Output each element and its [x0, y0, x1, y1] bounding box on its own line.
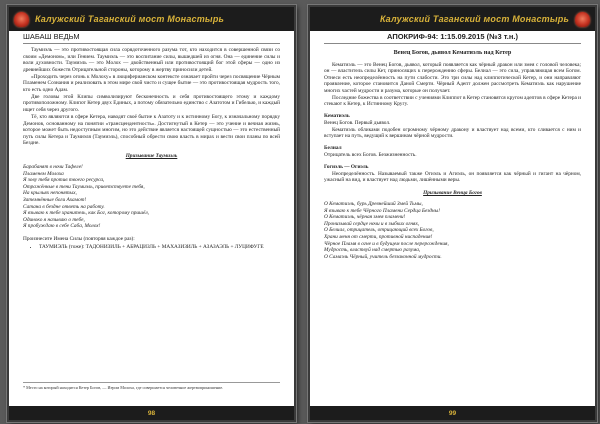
verse-line: Я взываю к тебе Чёрного Пламени Сердца Бездны!: [324, 207, 440, 214]
verse-line: Я пробуждаю в себе Саба, Молох!: [23, 223, 101, 230]
left-page: [7, 5, 296, 422]
entry-line: Венец Богов. Первый дьявол.: [324, 119, 391, 126]
left-subheader: ШАБАШ ВЕДЬМ: [23, 31, 280, 44]
verse-line: Чёрное Пламя в огне и в будущем после перерождения,: [324, 240, 449, 247]
verse-line: Отражённые в тени Таумиэль, приветствуете тебя,: [23, 183, 145, 190]
right-header-band: [310, 7, 595, 31]
paragraph: Последние божества в соответствии с учениями Клиппот в Кетер становятся кругом адептов в сфере Кетера и стекают к Кетер, к Истинному Кругу.: [324, 94, 581, 108]
entry-heading: Гогиэль — Огиэль: [324, 163, 369, 170]
verse-line: Я взываю к тебе хранитель, как Бог, которому пришёл,: [23, 210, 150, 217]
section-title: Венец Богов, дьявол Кематиэль над Кетер: [393, 49, 512, 56]
names-intro: Произнесите Имена Силы (повторяя каждое раз):: [23, 235, 135, 242]
page-number: 99: [448, 409, 457, 417]
verse-line: О Кематиэль, чёрная змея пламени!: [324, 214, 406, 221]
verse-line: Я зову тебя против твоего ресурса,: [23, 177, 105, 184]
flame-logo-icon: [14, 12, 29, 27]
verse-line: О Кематиэль, бурь Древнейший Змей Тьмы,: [324, 201, 423, 208]
paragraph: Две головы этой Клипы символизируют бесконечность и себя противостоящего этому и каждому противоположному. Клипот Кетер двух Единых, а потому обязательно единство с Азатотом и Гибелью, и каждый ищет себя через другого.: [23, 93, 280, 113]
verse-line: Затемнённые боги Ахамот!: [23, 196, 87, 203]
paragraph: Кематиэль — это Венец Богов, дьявол, который появляется как чёрный дракон или змея с головой человека; он — властитель силы Кет, приносящих к перерождению сферы. Белиал — это сила, управляющая всем Богом. Отнеси есть неопределённость на пути слабости. Это три силы над клиппотической Кетер, и они направляют проявление, которое становится Даной Смерти. Чёрный Адепт должен рассмотреть Кематиэль как нарушение многих частей мудрости и разума, которые он получает.: [324, 61, 581, 94]
prayer-title: Призывание Таумиэль: [125, 152, 178, 159]
list-item: • ТАУМИЭЛЬ (тоже): ТАДОНИЗИЛЬ + АБРАЦИЗЛЬ + МАХАЗИЗИЛЬ + АЗАЗАЭЛЬ + ЛУЦИФУГЕ: [39, 244, 280, 251]
left-footer-band: [9, 406, 294, 420]
right-header-title: Калужский Таганский мост Монастырь: [379, 14, 569, 24]
paragraph: Тё, кто являются в сфере Кетера, наводят своё бытие к Азатоту и к истинному Богу, к изначальному порядку Демонов, основанному на понятии «трансцендентность». Достигнутый в Кетер — это учение и вечная жизнь, которое может быть недоступным многим, но это действие является настоящей сущностью — это естественный путь силы Кетера и Таумиэля (Таумиэль), способный обрести свою власть в мирах и вести свои планы по всей Бездне.: [23, 113, 280, 147]
verse-line: На крыльях непонятых,: [23, 190, 77, 197]
verse-line: Храни меня от смерти, противной ниспадения!: [324, 234, 433, 241]
paragraph: Таумиэль — это противостоящая сила сорядоточенного разума тот, кто находится в совершенной связи со своим «Демоном», или Гением. Таумиэль — это воспитание силы, вышедшей из огня. Она — единение силы и воли духовности. Таумиэль — это Молох — двойственный или противостоящий бог этой сферы — одно из древнейших божеств Отрицательной стороны, которому в жертву приносили детей.: [23, 47, 280, 73]
verse-line: О Самаэль Чёрный, учитель беззаконной мудрости.: [324, 253, 442, 260]
right-footer-band: [310, 406, 595, 420]
verse-line: Пронизывай сердце ночи и в зыбких огнях,: [324, 220, 420, 227]
right-page: [308, 5, 597, 422]
left-header-title: Калужский Таганский мост Монастырь: [35, 14, 225, 24]
left-body: [23, 47, 280, 392]
verse-line: Барабанят в ночи Тафеле!: [23, 164, 83, 171]
verse-line: Мудрость, властвуй над смертью разума,: [324, 247, 421, 254]
footnote: * Место на который находится Кетер Богов, — Иером Молоха, где совершается человечное жертвоприношение.: [23, 382, 280, 390]
paragraph: «Проходить через огонь к Молоху» в люциферианском контексте означает пройти через посвящение Чёрным Пламенем Сознания и реализовать в этом мире свой чисто и сущее бытие — это противостоящая мудрость того, кто есть одно Адам.: [23, 73, 280, 93]
names-list: [23, 244, 280, 251]
entry-line: Кематиэль обликами подобен огромному чёрному дракону и властвует над всеми, кто сливается с ним и вступает на путь, ведущий к вершинам чёрной мудрости.: [324, 126, 581, 140]
verse-line: Сатана в бездне ответь на работу.: [23, 203, 105, 210]
prayer-title: Призывание Венца Богов: [423, 189, 482, 196]
page-number: 98: [147, 409, 156, 417]
verse-line: Одиноко я называю о тебе,: [23, 216, 85, 223]
entry-line: Неопределённость. Называемый также Огиэль и Агиэль, он появляется как чёрный и гигант на чёрном, ужасный на вид, и властвует над людьми, лишёнными веры.: [324, 170, 581, 184]
entry-heading: Белиал: [324, 145, 342, 152]
entry-line: Отрицатель всех Богов. Безжизненность.: [324, 152, 417, 159]
entry-heading: Кематиэль: [324, 112, 350, 119]
right-body: [324, 47, 581, 392]
left-header-band: [9, 7, 294, 31]
verse-line: Пламенем Молоха: [23, 170, 64, 177]
right-subheader: АПОКРИФ-94: 1:15.09.2015 (№3 т.н.): [324, 31, 581, 44]
flame-logo-icon: [575, 12, 590, 27]
verse-line: О Белиал, отрицатель, отрицающий всех Богов,: [324, 227, 434, 234]
